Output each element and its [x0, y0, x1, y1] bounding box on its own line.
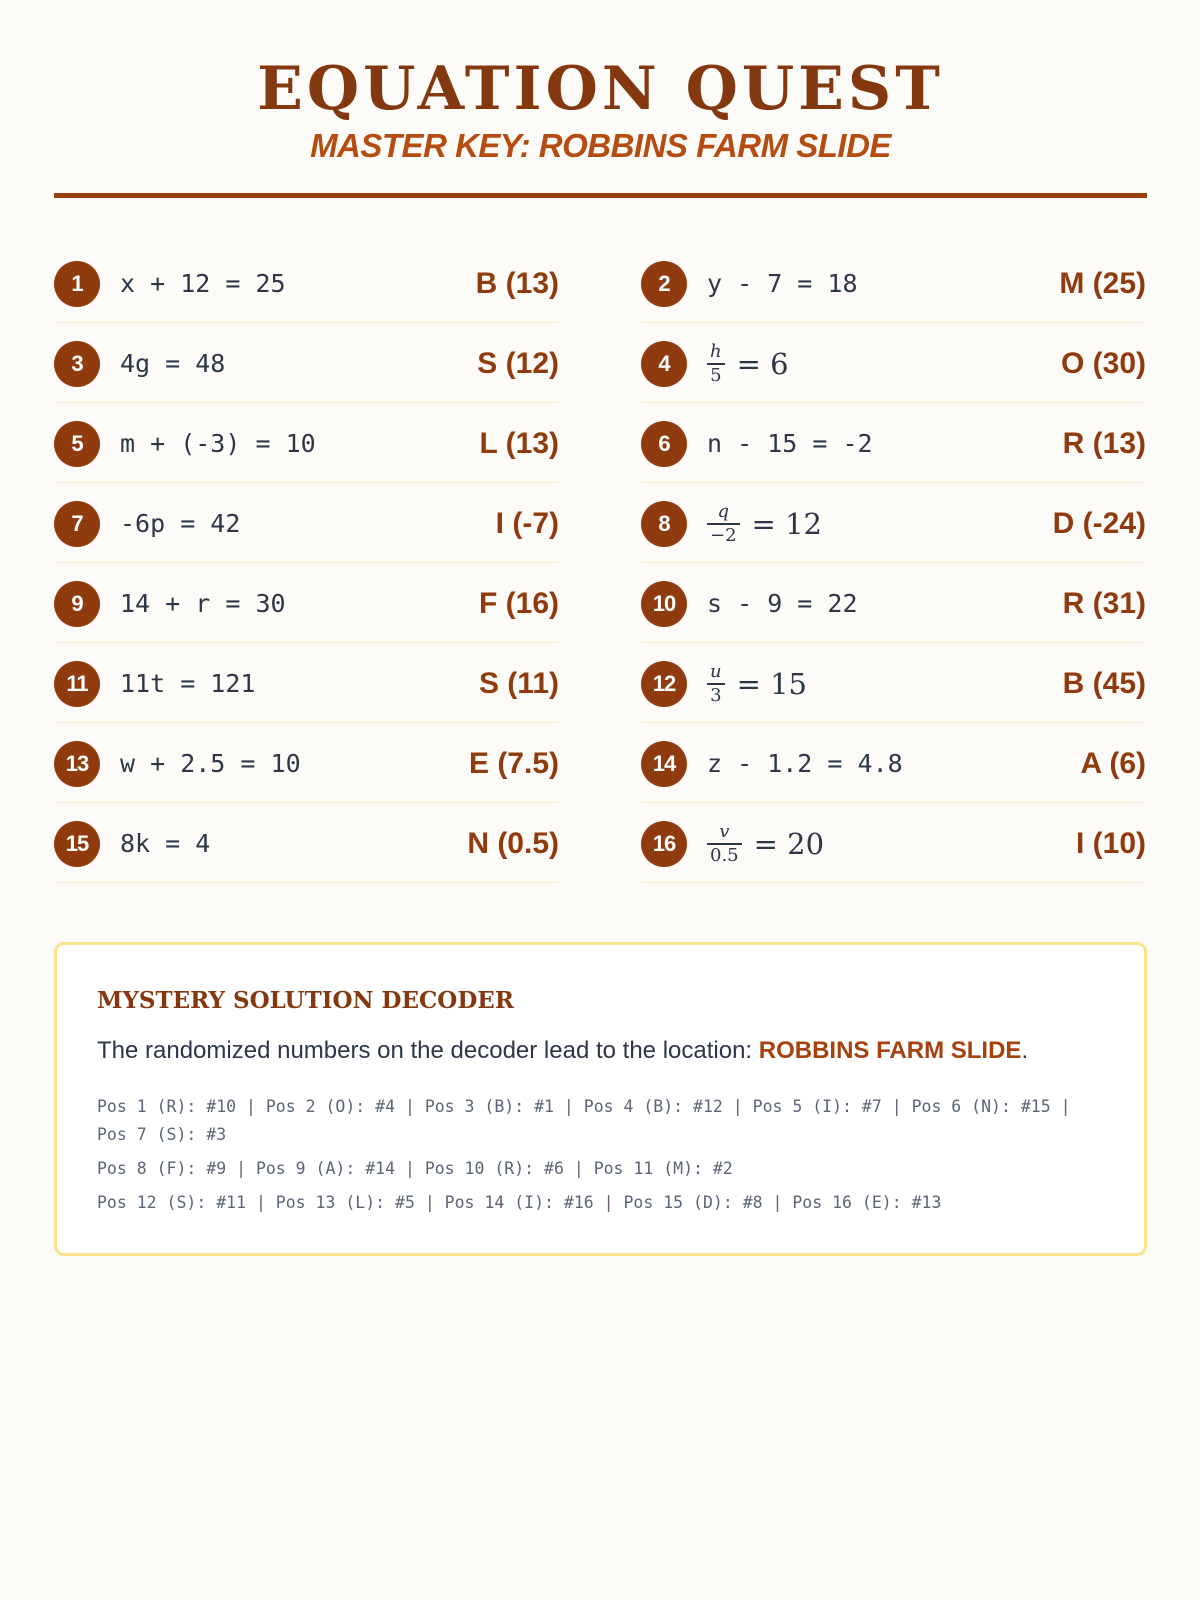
problem-answer: M (25) — [1059, 267, 1146, 300]
problem-number-badge: 7 — [54, 501, 100, 547]
problem-answer: I (10) — [1075, 827, 1146, 860]
fraction — [707, 343, 725, 385]
fraction-denominator: −2 — [710, 524, 737, 546]
fraction — [707, 823, 742, 865]
problem-row — [54, 323, 559, 403]
decoder-text-suffix: . — [1021, 1037, 1029, 1064]
equation-rhs: = 12 — [751, 507, 822, 541]
problem-answer: B (45) — [1062, 667, 1146, 700]
decoder-description — [97, 1037, 1028, 1065]
problem-row — [641, 563, 1146, 643]
decoder-box — [54, 942, 1147, 1256]
problem-equation — [707, 657, 807, 711]
problem-answer: S (11) — [478, 667, 559, 700]
decoder-line: Pos 1 (R): #10 | Pos 2 (O): #4 | Pos 3 (B): #1 | Pos 4 (B): #12 | Pos 5 (I): #7 | Pos 6 (N): #15 | Pos 7 (S): #3 — [97, 1097, 1071, 1144]
problem-row — [641, 243, 1146, 323]
problem-number-badge: 8 — [641, 501, 687, 547]
problem-answer: B (13) — [475, 267, 559, 300]
problem-row — [641, 483, 1146, 563]
problem-number-badge: 4 — [641, 341, 687, 387]
problem-row — [54, 483, 559, 563]
problem-row — [54, 803, 559, 883]
problem-row — [54, 403, 559, 483]
problem-answer: F (16) — [478, 587, 559, 620]
problem-number-badge: 12 — [641, 661, 687, 707]
fraction-numerator: u — [710, 661, 722, 683]
problem-column-right — [641, 243, 1146, 883]
problem-answer: O (30) — [1060, 347, 1146, 380]
page-subtitle: MASTER KEY: ROBBINS FARM SLIDE — [310, 127, 891, 164]
problem-equation — [707, 337, 789, 391]
equation-rhs: = 6 — [736, 347, 789, 381]
problem-number-badge: 11 — [54, 661, 100, 707]
decoder-line: Pos 12 (S): #11 | Pos 13 (L): #5 | Pos 14 (I): #16 | Pos 15 (D): #8 | Pos 16 (E): #13 — [97, 1193, 942, 1212]
problem-equation: x + 12 = 25 — [120, 269, 286, 298]
problem-row — [641, 723, 1146, 803]
problem-row — [641, 403, 1146, 483]
problem-equation: 14 + r = 30 — [120, 589, 286, 618]
header-divider — [54, 193, 1147, 198]
problem-equation — [707, 497, 822, 551]
problem-number-badge: 3 — [54, 341, 100, 387]
problem-equation: s - 9 = 22 — [707, 589, 858, 618]
problem-row — [641, 643, 1146, 723]
decoder-title: MYSTERY SOLUTION DECODER — [97, 987, 514, 1014]
problem-row — [54, 243, 559, 323]
problem-column-left — [54, 243, 559, 883]
problem-equation: -6p = 42 — [120, 509, 241, 538]
problem-answer: R (13) — [1062, 427, 1146, 460]
fraction-denominator: 0.5 — [710, 844, 739, 866]
problem-number-badge: 13 — [54, 741, 100, 787]
fraction-numerator: h — [710, 341, 722, 363]
problem-row — [641, 323, 1146, 403]
problem-equation: 8k = 4 — [120, 829, 211, 858]
problem-number-badge: 5 — [54, 421, 100, 467]
decoder-location: ROBBINS FARM SLIDE — [758, 1037, 1022, 1064]
equation-rhs: = 15 — [736, 667, 808, 701]
fraction-numerator: q — [717, 501, 730, 523]
problem-answer: L (13) — [479, 427, 559, 460]
page-title: EQUATION QUEST — [257, 54, 944, 124]
problem-equation: n - 15 = -2 — [707, 429, 873, 458]
fraction-denominator: 3 — [710, 684, 722, 706]
problem-answer: S (12) — [477, 347, 559, 380]
problem-answer: D (-24) — [1052, 507, 1146, 540]
fraction — [707, 663, 725, 705]
problem-number-badge: 14 — [641, 741, 687, 787]
problem-equation: 11t = 121 — [120, 669, 256, 698]
problem-row — [641, 803, 1146, 883]
problem-number-badge: 9 — [54, 581, 100, 627]
problem-row — [54, 563, 559, 643]
problem-answer: E (7.5) — [468, 747, 559, 780]
problem-answer: A (6) — [1080, 747, 1146, 780]
problem-number-badge: 6 — [641, 421, 687, 467]
problem-equation — [707, 817, 824, 871]
problem-equation: z - 1.2 = 4.8 — [707, 749, 903, 778]
problem-row — [54, 643, 559, 723]
decoder-text-prefix: The randomized numbers on the decoder lead to the location: — [97, 1037, 759, 1064]
problem-answer: R (31) — [1062, 587, 1146, 620]
problem-equation: m + (-3) = 10 — [120, 429, 316, 458]
fraction-denominator: 5 — [710, 364, 722, 386]
decoder-line: Pos 8 (F): #9 | Pos 9 (A): #14 | Pos 10 (R): #6 | Pos 11 (M): #2 — [97, 1159, 733, 1178]
problem-number-badge: 1 — [54, 261, 100, 307]
problem-answer: N (0.5) — [467, 827, 559, 860]
problem-answer: I (-7) — [495, 507, 559, 540]
worksheet-header — [54, 0, 1147, 164]
problem-number-badge: 2 — [641, 261, 687, 307]
equation-rhs: = 20 — [753, 827, 825, 861]
problem-equation: w + 2.5 = 10 — [120, 749, 301, 778]
problem-number-badge: 15 — [54, 821, 100, 867]
problem-row — [54, 723, 559, 803]
problem-equation: 4g = 48 — [120, 349, 226, 378]
problem-equation: y - 7 = 18 — [707, 269, 858, 298]
problem-number-badge: 10 — [641, 581, 687, 627]
fraction-numerator: v — [719, 821, 730, 843]
decoder-codes — [97, 1093, 1077, 1223]
fraction — [707, 503, 740, 545]
worksheet-page — [54, 0, 1147, 1212]
problem-number-badge: 16 — [641, 821, 687, 867]
